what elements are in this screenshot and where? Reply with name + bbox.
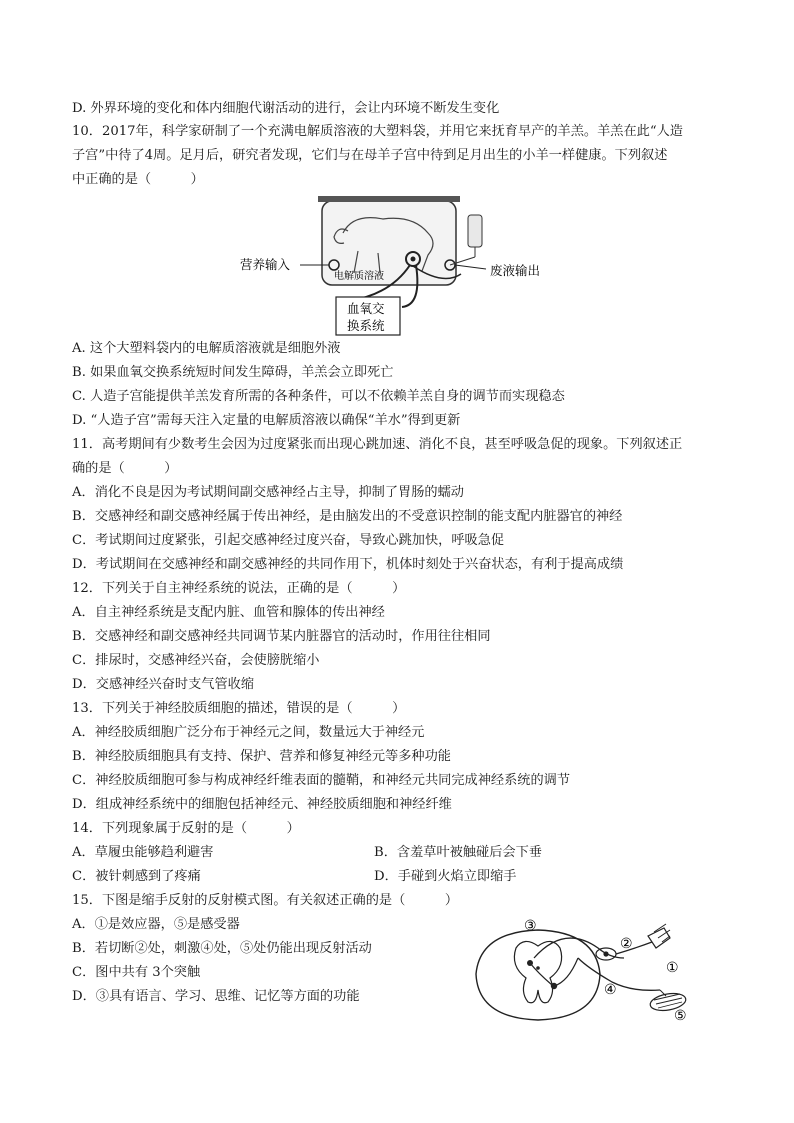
fig2-label-4: ④	[604, 982, 617, 998]
q13-option-d: D．组成神经系统中的细胞包括神经元、神经胶质细胞和神经纤维	[72, 797, 452, 812]
artificial-womb-figure	[238, 193, 558, 338]
fig2-label-5: ⑤	[674, 1008, 687, 1024]
q11-option-c: C．考试期间过度紧张，引起交感神经过度兴奋，导致心跳加快，呼吸急促	[72, 533, 505, 548]
q15-option-d: D．③具有语言、学习、思维、记忆等方面的功能	[72, 989, 360, 1004]
q11-stem-line2: 确的是（ ）	[72, 461, 178, 476]
reflex-arc-figure	[468, 916, 698, 1028]
q12-option-c: C．排尿时，交感神经兴奋，会使膀胱缩小	[72, 653, 320, 668]
q15-stem: 15．下图是缩手反射的反射模式图。有关叙述正确的是（ ）	[72, 893, 459, 908]
q10-option-c: C. 人造子宫能提供羊羔发育所需的各种条件，可以不依赖羊羔自身的调节而实现稳态	[72, 389, 565, 404]
fig2-label-3: ③	[524, 918, 537, 934]
fig2-label-2: ②	[620, 936, 633, 952]
q11-option-b: B．交感神经和副交感神经属于传出神经，是由脑发出的不受意识控制的能支配内脏器官的神经	[72, 509, 623, 524]
q12-option-d: D．交感神经兴奋时支气管收缩	[72, 677, 255, 692]
q15-option-b: B．若切断②处，刺激④处，⑤处仍能出现反射活动	[72, 941, 372, 956]
q14-option-c: C．被针刺感到了疼痛	[72, 869, 201, 884]
q12-option-b: B．交感神经和副交感神经共同调节某内脏器官的活动时，作用往往相同	[72, 629, 491, 644]
fig1-label-fluid: 电解质溶液	[334, 271, 384, 282]
q9-option-d: D. 外界环境的变化和体内细胞代谢活动的进行，会让内环境不断发生变化	[72, 101, 500, 116]
q10-option-d: D. “人造子宫”需每天注入定量的电解质溶液以确保“羊水”得到更新	[72, 413, 461, 428]
q14-option-b: B．含羞草叶被触碰后会下垂	[374, 845, 542, 860]
fig1-label-output: 废液输出	[490, 263, 541, 278]
q13-option-c: C．神经胶质细胞可参与构成神经纤维表面的髓鞘，和神经元共同完成神经系统的调节	[72, 773, 571, 788]
q13-option-b: B．神经胶质细胞具有支持、保护、营养和修复神经元等多种功能	[72, 749, 451, 764]
q11-stem-line1: 11．高考期间有少数考生会因为过度紧张而出现心跳加速、消化不良，甚至呼吸急促的现象。下列叙述正	[72, 437, 683, 452]
q12-option-a: A．自主神经系统是支配内脏、血管和腺体的传出神经	[72, 605, 385, 620]
fig2-label-1: ①	[666, 960, 679, 976]
q12-stem: 12．下列关于自主神经系统的说法，正确的是（ ）	[72, 581, 406, 596]
fig1-box-label-2: 换系统	[347, 318, 385, 333]
q10-stem-line1: 10．2017年，科学家研制了一个充满电解质溶液的大塑料袋，并用它来抚育早产的羊羔。羊羔在此“人造	[72, 124, 683, 139]
q14-option-d: D．手碰到火焰立即缩手	[374, 869, 517, 884]
fig1-label-input: 营养输入	[240, 257, 291, 272]
q10-stem-line2: 子宫”中待了4周。足月后，研究者发现，它们与在母羊子宫中待到足月出生的小羊一样健康。下列叙述	[72, 148, 668, 163]
q11-option-a: A．消化不良是因为考试期间副交感神经占主导，抑制了胃肠的蠕动	[72, 485, 464, 500]
q10-option-a: A. 这个大塑料袋内的电解质溶液就是细胞外液	[72, 341, 341, 356]
fig1-box-label-1: 血氧交	[347, 301, 385, 316]
q13-stem: 13．下列关于神经胶质细胞的描述，错误的是（ ）	[72, 701, 406, 716]
q15-option-a: A．①是效应器，⑤是感受器	[72, 917, 240, 932]
q13-option-a: A．神经胶质细胞广泛分布于神经元之间，数量远大于神经元	[72, 725, 425, 740]
q10-option-b: B. 如果血氧交换系统短时间发生障碍，羊羔会立即死亡	[72, 365, 394, 380]
q14-stem: 14．下列现象属于反射的是（ ）	[72, 821, 300, 836]
q10-stem-line3: 中正确的是（ ）	[72, 172, 204, 187]
q15-option-c: C．图中共有 3个突触	[72, 965, 201, 980]
q11-option-d: D．考试期间在交感神经和副交感神经的共同作用下，机体时刻处于兴奋状态，有利于提高成绩	[72, 557, 624, 572]
q14-option-a: A．草履虫能够趋利避害	[72, 845, 214, 860]
